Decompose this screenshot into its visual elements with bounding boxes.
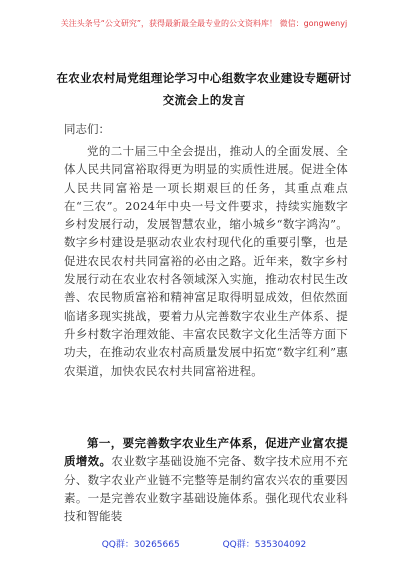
footer-banner bbox=[0, 537, 408, 550]
body-paragraph-1: 党的二十届三中全会提出，推动人的全面发展、全体人民共同富裕取得更为明显的实质性进展。促进全体人民共同富裕是一项长期艰巨的任务，其重点难点在“三农”。2024年中央一号文件要求，持续实施数字乡村发展行动，发展智慧农业，缩小城乡“数字鸿沟”。数字乡村建设是驱动农业农村现代化的重要引擎，也是促进农民农村共同富裕的必由之路。近年来，数字乡村发展行动在农业农村各领域深入实施，推动农村民生改善、农民物质富裕和精神富足取得明显成效，但依然面临诸多现实挑战，要着力从完善数字农业生产体系、提升乡村数字治理效能、丰富农民数字文化生活等方面下功夫，在推动农业农村高质量发展中拓宽“数字红利”惠农渠道，加快农民农村共同富裕进程。 bbox=[64, 144, 348, 378]
qq-group-2: QQ群：535304092 bbox=[222, 540, 307, 550]
header-banner: 关注头条号“公文研究”，获得最新最全最专业的公文资料库！ 微信：gongwenyj bbox=[60, 19, 348, 28]
salutation: 同志们： bbox=[64, 122, 110, 136]
body-paragraph-2 bbox=[64, 434, 348, 525]
qq-group-1: QQ群：30265665 bbox=[101, 540, 180, 550]
paragraph-2-lead: 第一，要完善数字农业生产体系，促进产业富农提质增效。 bbox=[64, 436, 348, 469]
paragraph-2-body: 农业数字基础设施不完备、数字技术应用不充分、数字农业产业链不完整等是制约富农兴农的重要因素。一是完善农业数字基础设施体系。强化现代农业科技和智能装 bbox=[64, 454, 348, 524]
document-title-line1: 在农业农村局党组理论学习中心组数字农业建设专题研讨 bbox=[56, 71, 352, 85]
document-title-line2: 交流会上的发言 bbox=[162, 93, 246, 107]
